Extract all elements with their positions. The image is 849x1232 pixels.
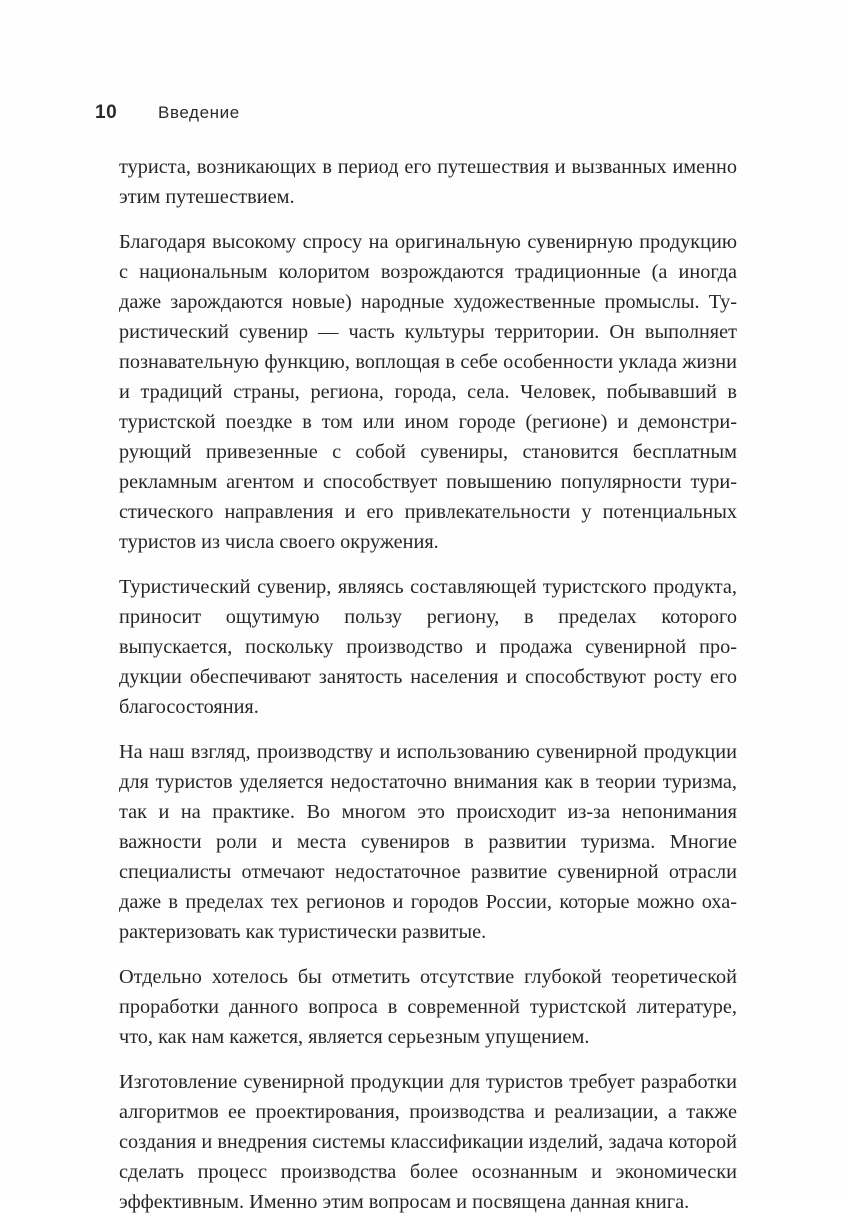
section-title: Введение: [158, 103, 240, 122]
page-number: 10: [95, 102, 118, 123]
running-head: [95, 102, 240, 128]
paragraph: Туристический сувенир, являясь составляющей туристского продукта, приносит ощутимую пользу региону, в пределах которого выпускается, поскольку производство и продажа сувенирной продукции обеспечивают занятость населения и способствуют росту его благосостояния.: [119, 576, 737, 718]
paragraph: туриста, возникающих в период его путешествия и вызванных именно этим путешествием.: [119, 156, 737, 208]
body-text: [119, 152, 737, 1232]
paragraph: Благодаря высокому спросу на оригинальную сувенирную продукцию с национальным колоритом возрождаются традиционные (а иногда даже зарождаются новые) народные художественные промыслы. Туристический сувенир — часть культуры территории. Он выполняет познавательную функцию, воплощая в себе особенности уклада жизни и традиций страны, региона, города, села. Человек, побывавший в туристской поездке в том или ином городе (регионе) и демонстрирующий привезенные с собой сувениры, становится бесплатным рекламным агентом и способствует повышению популярности туристического направления и его привлекательности у потенциальных туристов из числа своего окружения.: [119, 231, 737, 553]
paragraph: Изготовление сувенирной продукции для туристов требует разработки алгоритмов ее проектирования, производства и реализации, а также создания и внедрения системы классификации изделий, задача которой сделать процесс производства более осознанным и экономически эффективным. Именно этим вопросам и посвящена данная книга.: [119, 1071, 737, 1213]
paragraph: На наш взгляд, производству и использованию сувенирной продукции для туристов уделяется недостаточно внимания как в теории туризма, так и на практике. Во многом это происходит из-за непонимания важности роли и места сувениров в развитии туризма. Многие специалисты отмечают недостаточное развитие сувенирной отрасли даже в пределах тех регионов и городов России, которые можно охарактеризовать как туристически развитые.: [119, 741, 737, 943]
paragraph: Отдельно хотелось бы отметить отсутствие глубокой теоретической проработки данного вопроса в современной туристской литературе, что, как нам кажется, является серьезным упущением.: [119, 966, 737, 1048]
